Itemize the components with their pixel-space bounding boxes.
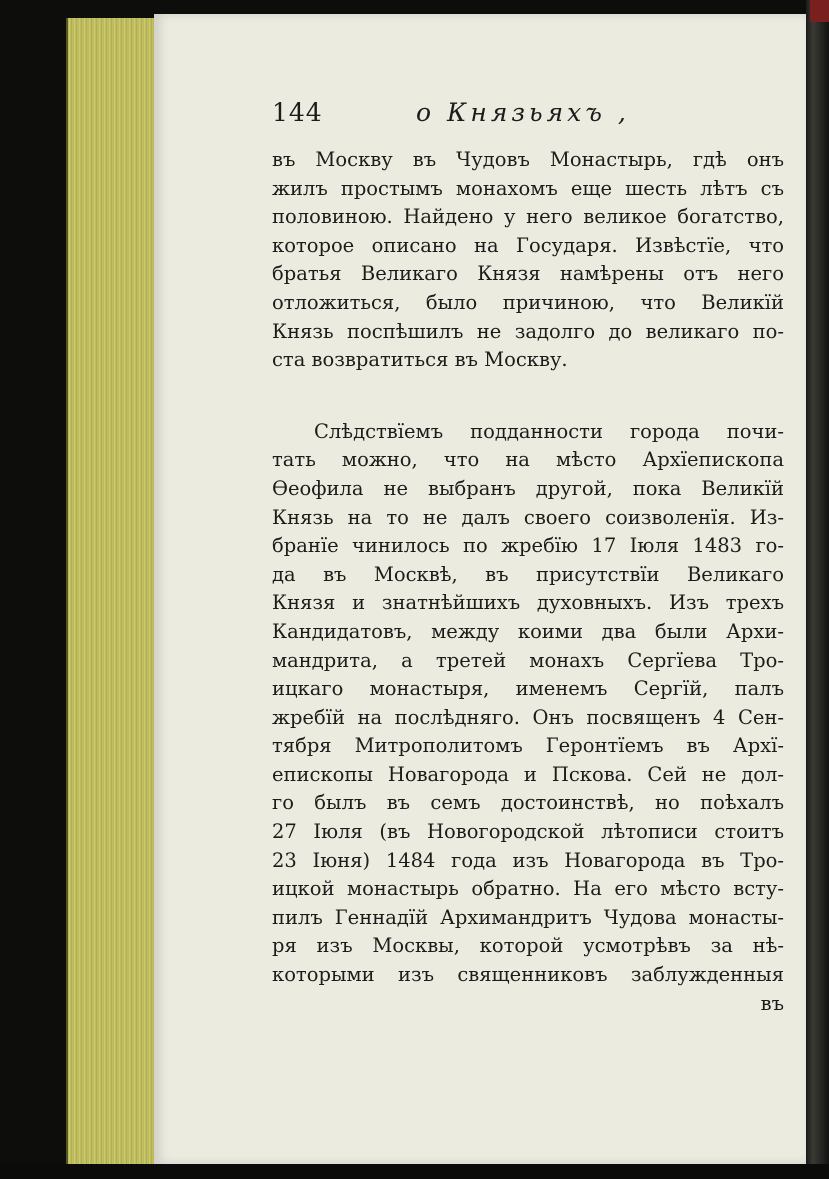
text-line: Князя и знатнѣйшихъ духовныхъ. Изъ трехъ	[272, 591, 784, 615]
text-line: половиною. Найдено у него великое богатство,	[272, 205, 784, 229]
text-line: ря изъ Москвы, которой усмотрѣвъ за нѣ-	[272, 934, 784, 958]
text-line: отложиться, было причиною, что Великїй	[272, 290, 784, 314]
text-line: тать можно, что на мѣсто Архїепископа	[272, 448, 784, 472]
text-line: Кандидатовъ, между коими два были Архи-	[272, 619, 784, 643]
text-line: го былъ въ семъ достоинствѣ, но поѣхалъ	[272, 791, 784, 815]
text-line: жилъ простымъ монахомъ еще шесть лѣтъ съ	[272, 176, 784, 200]
text-line: 23 Іюня) 1484 года изъ Новагорода въ Тро-	[272, 848, 784, 872]
text-line: Князь поспѣшилъ не задолго до великаго по-	[272, 319, 784, 343]
page-header	[272, 96, 792, 136]
running-title: о Князьяхъ ,	[416, 98, 630, 127]
text-line: жребїй на послѣдняго. Онъ посвященъ 4 Сен-	[272, 705, 784, 729]
text-line: Ѳеофила не выбранъ другой, пока Великїй	[272, 476, 784, 500]
text-line: мандрита, а третей монахъ Сергїева Тро-	[272, 648, 784, 672]
text-line: Слѣдствїемъ подданности города почи-	[314, 419, 784, 443]
book-page-edges	[66, 18, 164, 1168]
text-line: которое описано на Государя. Извѣстїе, что	[272, 233, 784, 257]
text-line: епископы Новагорода и Пскова. Сей не дол-	[272, 762, 784, 786]
text-line: которыми изъ священниковъ заблужденныя	[272, 963, 784, 987]
text-line: ицкой монастырь обратно. На его мѣсто всту-	[272, 877, 784, 901]
scan-bottom-border	[0, 1164, 829, 1179]
text-line: 27 Іюля (въ Новогородской лѣтописи стоитъ	[272, 820, 784, 844]
text-line: да въ Москвѣ, въ присутствїи Великаго	[272, 562, 784, 586]
text-line: братья Великаго Князя намѣрены отъ него	[272, 262, 784, 286]
text-line: пилъ Геннадїй Архимандритъ Чудова монасты-	[272, 905, 784, 929]
text-line: въ Москву въ Чудовъ Монастырь, гдѣ онъ	[272, 148, 784, 171]
text-line: тября Митрополитомъ Геронтїемъ въ Архї-	[272, 734, 784, 758]
page-number: 144	[272, 98, 323, 127]
text-line: Князь на то не далъ своего соизволенїя. Из-	[272, 505, 784, 529]
book-binding-edge	[806, 0, 829, 1179]
text-line: ицкаго монастыря, именемъ Сергїй, палъ	[272, 677, 784, 701]
text-line: бранїе чинилось по жребїю 17 Іюля 1483 го-	[272, 534, 784, 558]
page-body-text	[272, 146, 784, 1018]
catchword: въ	[760, 991, 784, 1015]
bookmark-ribbon	[810, 0, 829, 22]
text-line: ста возвратиться въ Москву.	[272, 348, 568, 372]
